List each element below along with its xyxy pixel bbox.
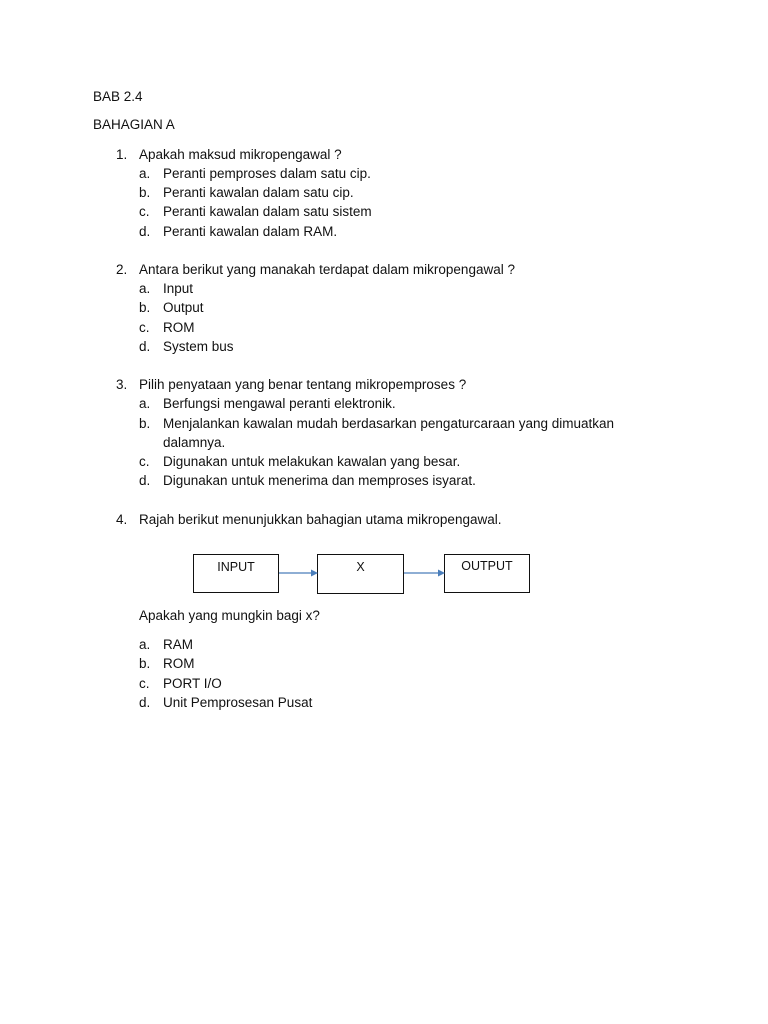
option-text: Output: [163, 300, 204, 315]
option-letter: a.: [139, 637, 151, 652]
option-text: ROM: [163, 656, 195, 671]
option-letter: c.: [139, 204, 150, 219]
option-text: Peranti kawalan dalam RAM.: [163, 224, 338, 239]
option-text: Berfungsi mengawal peranti elektronik.: [163, 396, 396, 411]
question-text: Antara berikut yang manakah terdapat dalam mikropengawal ?: [139, 262, 515, 277]
option-letter: c.: [139, 454, 150, 469]
x-box-label: X: [356, 560, 365, 574]
option-text: Digunakan untuk menerima dan memproses isyarat.: [163, 473, 476, 488]
arrow-right-icon: [404, 566, 446, 580]
option-text: ROM: [163, 320, 195, 335]
option-letter: d.: [139, 224, 151, 239]
option-text: Unit Pemprosesan Pusat: [163, 695, 313, 710]
option-text: Digunakan untuk melakukan kawalan yang besar.: [163, 454, 461, 469]
option-text: Peranti kawalan dalam satu cip.: [163, 185, 354, 200]
option-text: Input: [163, 281, 194, 296]
option-letter: d.: [139, 473, 151, 488]
option-letter: b.: [139, 416, 151, 431]
option-text: Peranti pemproses dalam satu cip.: [163, 166, 371, 181]
option-text: System bus: [163, 339, 234, 354]
question-number: 4.: [116, 512, 128, 527]
option-text: Menjalankan kawalan mudah berdasarkan pengaturcaraan yang dimuatkan: [163, 416, 615, 431]
option-text: RAM: [163, 637, 193, 652]
section-heading: BAHAGIAN A: [93, 117, 175, 132]
option-letter: b.: [139, 300, 151, 315]
option-text: Peranti kawalan dalam satu sistem: [163, 204, 372, 219]
option-letter: a.: [139, 281, 151, 296]
option-letter: b.: [139, 185, 151, 200]
option-letter: c.: [139, 320, 150, 335]
question-number: 3.: [116, 377, 128, 392]
option-text: PORT I/O: [163, 676, 222, 691]
option-letter: a.: [139, 396, 151, 411]
x-box: [317, 554, 404, 594]
option-text-continuation: dalamnya.: [163, 435, 226, 450]
option-letter: b.: [139, 656, 151, 671]
question-number: 1.: [116, 147, 128, 162]
question-number: 2.: [116, 262, 128, 277]
arrow-right-icon: [279, 566, 319, 580]
option-letter: d.: [139, 339, 151, 354]
output-box: [444, 554, 530, 593]
question-text: Apakah maksud mikropengawal ?: [139, 147, 342, 162]
input-box: [193, 554, 279, 593]
option-letter: d.: [139, 695, 151, 710]
question-text: Pilih penyataan yang benar tentang mikropemproses ?: [139, 377, 467, 392]
question-text: Rajah berikut menunjukkan bahagian utama mikropengawal.: [139, 512, 502, 527]
output-box-label: OUTPUT: [461, 559, 513, 573]
followup-question: Apakah yang mungkin bagi x?: [139, 608, 320, 623]
option-letter: c.: [139, 676, 150, 691]
input-box-label: INPUT: [217, 560, 255, 574]
chapter-heading: BAB 2.4: [93, 89, 143, 104]
option-letter: a.: [139, 166, 151, 181]
